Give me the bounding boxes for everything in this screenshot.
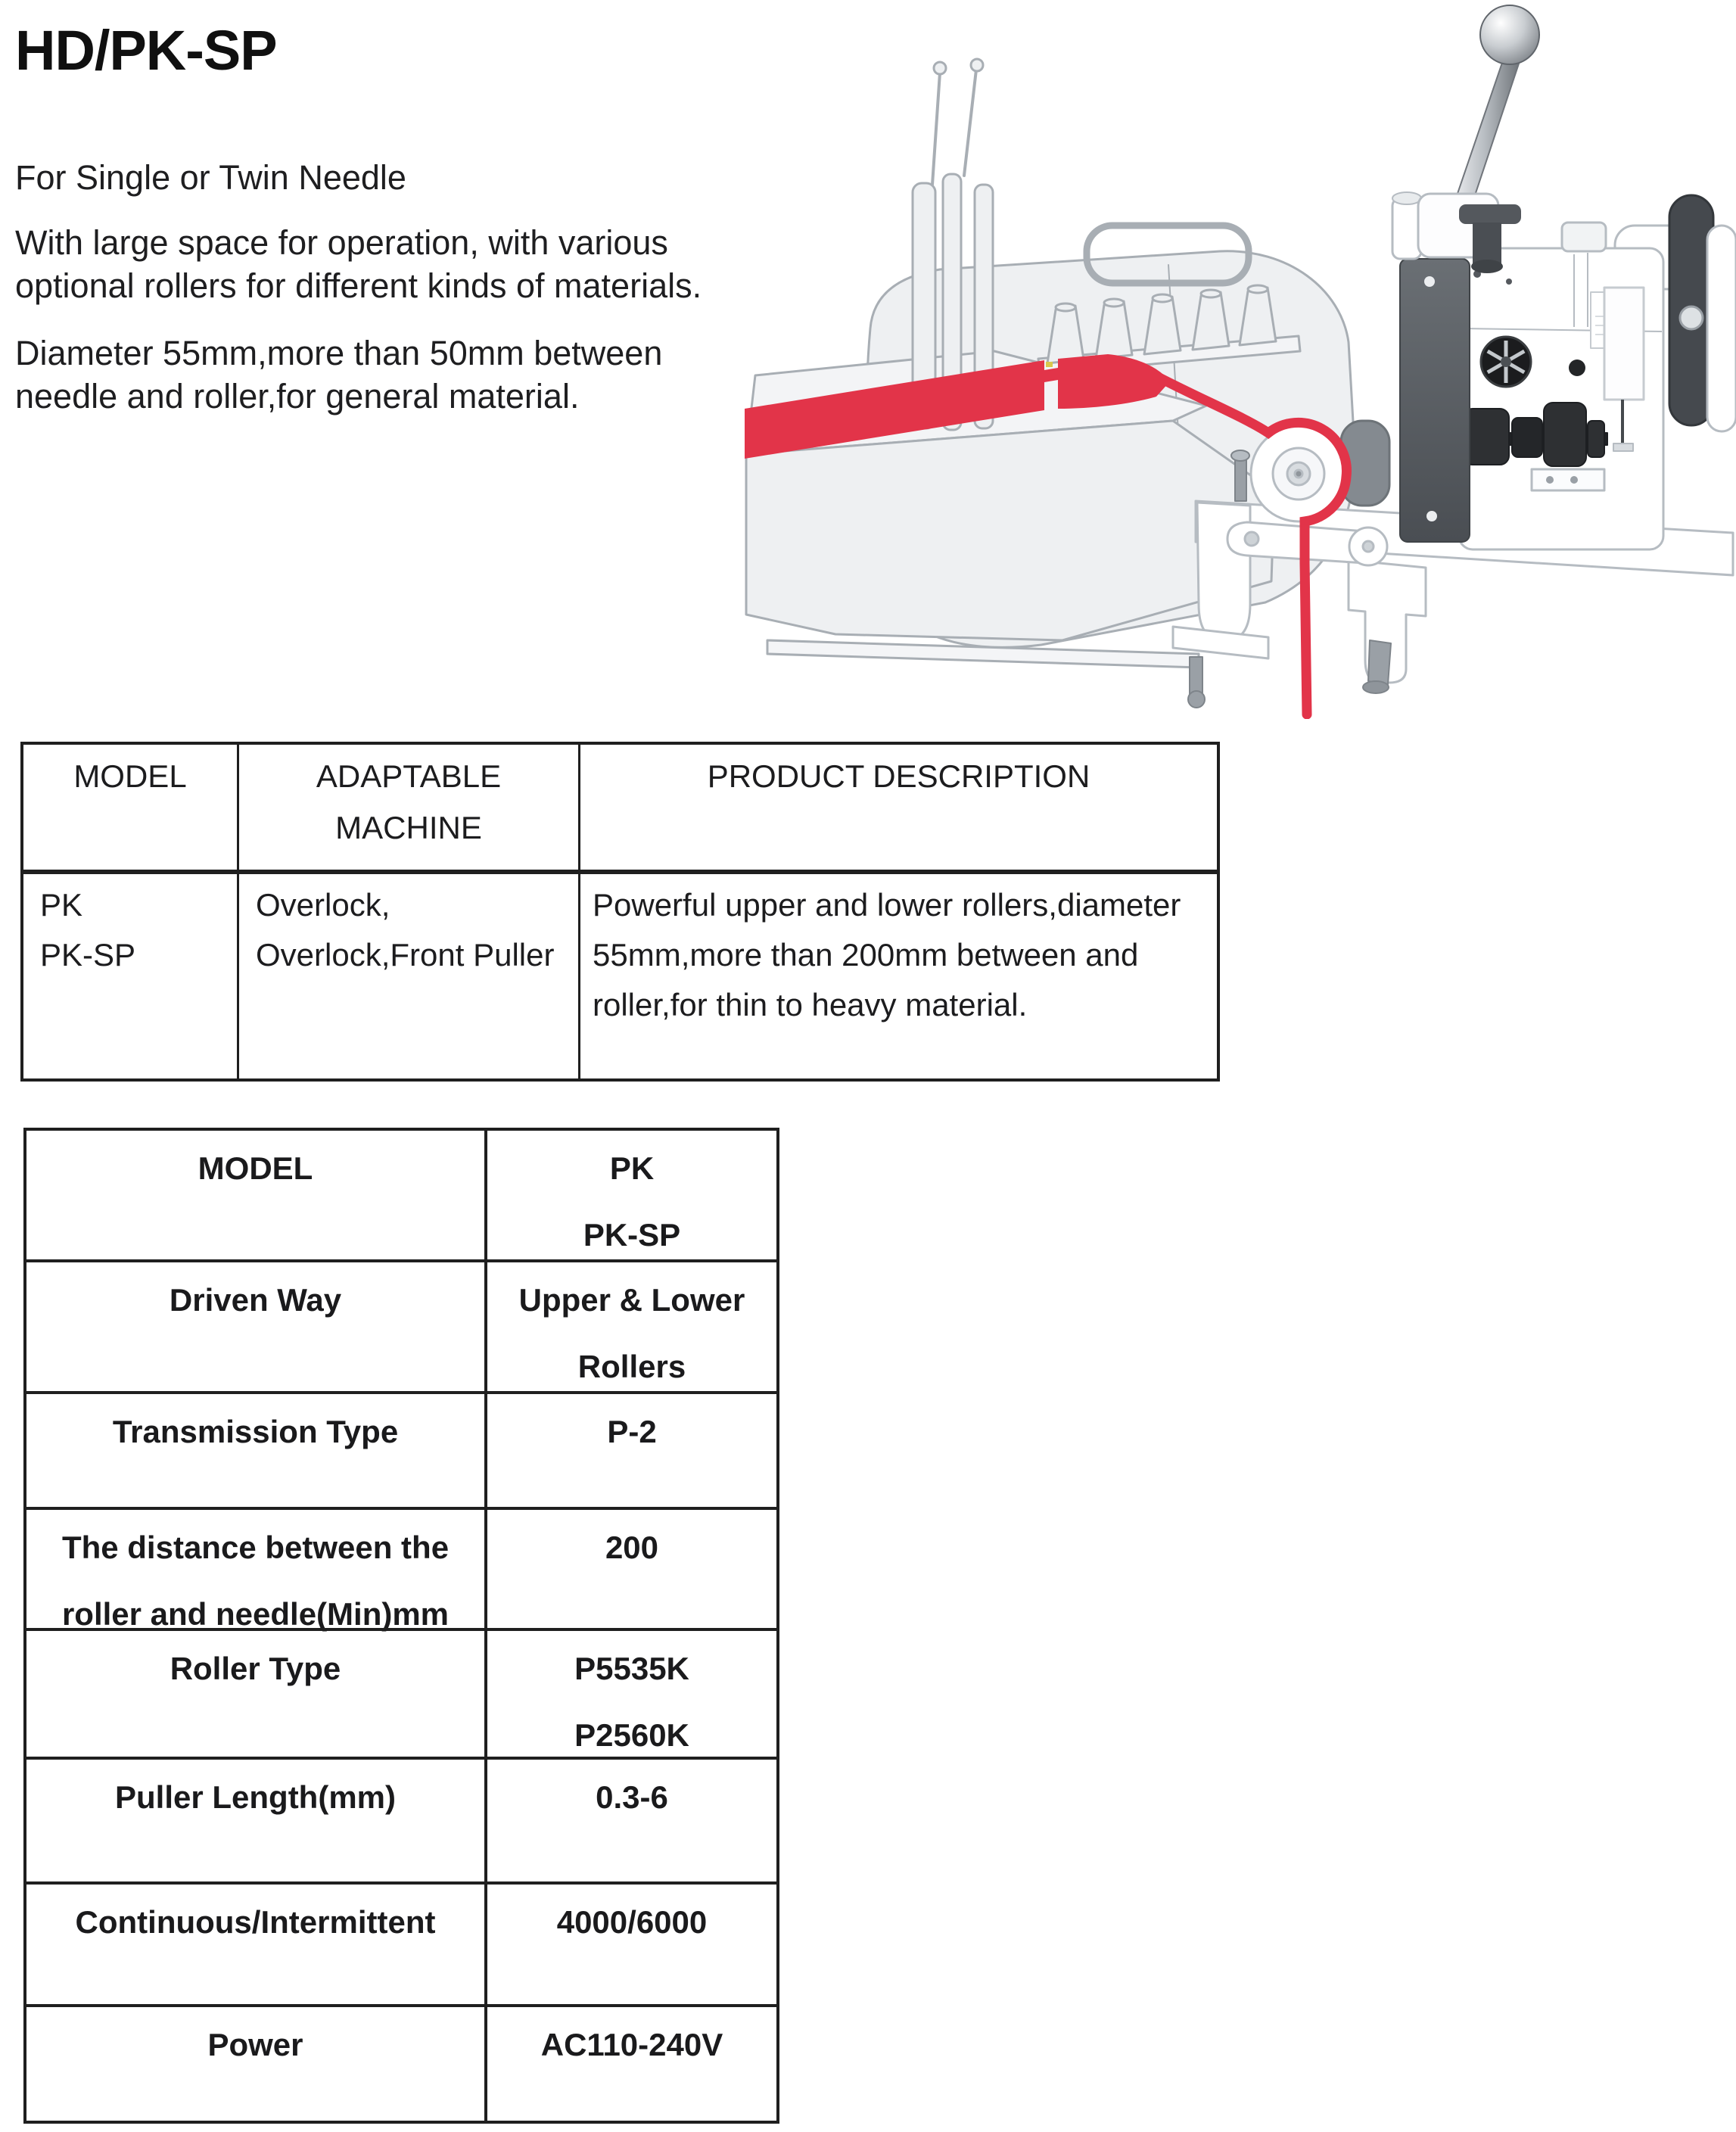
spec-line: 0.3-6 [596, 1779, 668, 1815]
needle-thread-mark [1046, 362, 1053, 367]
spec-line: PK-SP [583, 1217, 681, 1253]
spec-line: Driven Way [169, 1282, 342, 1318]
spec-line: Upper & Lower [518, 1282, 745, 1318]
intro-paragraph-2 [15, 221, 702, 307]
lever-ball-knob [1480, 5, 1539, 64]
feed-lever [1392, 5, 1539, 273]
t1-header-model [23, 745, 237, 870]
intro-line: For Single or Twin Needle [15, 158, 406, 197]
t1-model-line: PK-SP [40, 937, 136, 973]
spec-line: Rollers [577, 1349, 686, 1384]
t1-cell-model [23, 870, 237, 1078]
page-title: HD/PK-SP [15, 19, 277, 82]
t1-adaptable-line: Overlock,Front Puller [256, 937, 555, 973]
intro-line: With large space for operation, with various [15, 223, 668, 262]
spec-line: 200 [605, 1530, 659, 1565]
product-table [20, 742, 1220, 1082]
t1-header-line: ADAPTABLE [316, 758, 502, 794]
machine-illustration [745, 0, 1736, 719]
spec-value-roller-type [484, 1628, 776, 1757]
intro-paragraph-1 [15, 156, 406, 199]
t1-header-description-text: PRODUCT DESCRIPTION [707, 758, 1090, 794]
spec-line: P-2 [607, 1414, 657, 1449]
t1-header-description [578, 745, 1217, 870]
t1-header-model-text: MODEL [73, 758, 187, 794]
t1-description-line: roller,for thin to heavy material. [593, 987, 1028, 1022]
spec-value-puller-length [484, 1757, 776, 1881]
spec-line: P5535K [574, 1651, 689, 1686]
spec-line: Power [207, 2027, 303, 2062]
spec-value-power [484, 2004, 776, 2121]
spec-value-driven-way [484, 1259, 776, 1391]
spec-value-model [484, 1131, 776, 1259]
t1-adaptable-line: Overlock, [256, 887, 390, 923]
spec-table [23, 1128, 779, 2124]
spec-label-power [26, 2004, 484, 2121]
spec-line: Roller Type [170, 1651, 341, 1686]
intro-line: Diameter 55mm,more than 50mm between [15, 334, 663, 372]
spec-label-model [26, 1131, 484, 1259]
t1-cell-description [578, 870, 1217, 1078]
adjust-knob [1459, 204, 1521, 224]
t1-header-adaptable-machine [237, 745, 578, 870]
spec-label-transmission-type [26, 1391, 484, 1507]
intro-line: needle and roller,for general material. [15, 377, 580, 416]
intro-paragraph-3 [15, 331, 662, 418]
spec-line: AC110-240V [540, 2027, 723, 2062]
spec-line: The distance between the [61, 1530, 450, 1565]
spec-value-roller-needle-distance [484, 1507, 776, 1628]
spec-label-roller-type [26, 1628, 484, 1757]
spec-line: PK [609, 1150, 655, 1186]
spec-line: Continuous/Intermittent [75, 1904, 436, 1940]
spec-label-puller-length [26, 1757, 484, 1881]
t1-description-line: Powerful upper and lower rollers,diameter [593, 887, 1181, 923]
spec-label-roller-needle-distance [26, 1507, 484, 1632]
t1-description-line: 55mm,more than 200mm between and [593, 937, 1139, 973]
vent-fan [1481, 337, 1531, 387]
spec-line: P2560K [574, 1717, 689, 1753]
intro-line: optional rollers for different kinds of materials. [15, 266, 702, 305]
spec-value-transmission-type [484, 1391, 776, 1507]
spec-value-continuous-intermittent [484, 1881, 776, 2004]
t1-header-line: MACHINE [335, 810, 482, 845]
t1-model-line: PK [40, 887, 83, 923]
spec-label-continuous-intermittent [26, 1881, 484, 2004]
spec-line: 4000/6000 [556, 1904, 708, 1940]
spec-line: roller and needle(Min)mm [61, 1596, 450, 1632]
t1-cell-adaptable-machine [237, 870, 578, 1078]
side-plate [1400, 259, 1470, 542]
spec-line: MODEL [198, 1150, 313, 1186]
spec-label-driven-way [26, 1259, 484, 1391]
spec-line: Transmission Type [112, 1414, 399, 1449]
spec-line: Puller Length(mm) [114, 1779, 396, 1815]
